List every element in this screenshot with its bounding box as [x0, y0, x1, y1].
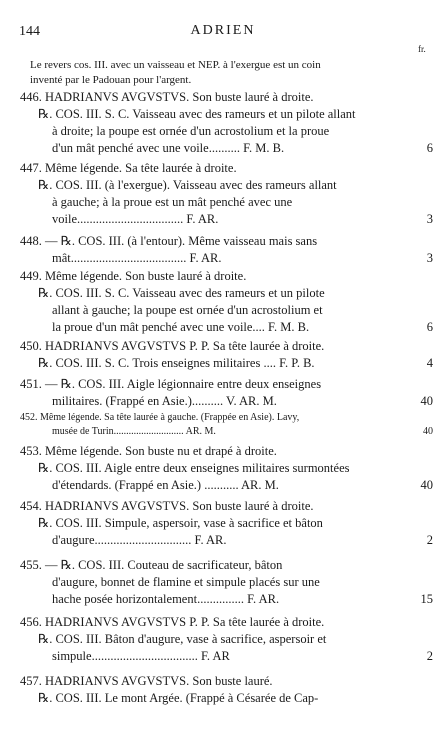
entry-line-last [20, 591, 433, 608]
entry-line: allant à gauche; la poupe est ornée d'un acrostolium et [52, 303, 323, 317]
entry-line-last [20, 648, 433, 665]
entry-line: 451. — ℞. COS. III. Aigle légionnaire entre deux enseignes [20, 377, 322, 391]
entry-value: 15 [420, 592, 433, 606]
entry-value: 40 [420, 478, 433, 492]
entry-line: d'étendards. (Frappé en Asie.) ........... AR. M. [52, 478, 279, 492]
entry-line: ℞. COS. III. Bâton d'augure, vase à sacrifice, aspersoir et [38, 632, 327, 646]
entry-line-last [20, 355, 433, 372]
entry-line: 452. Même légende. Sa tête laurée à gauche. (Frappée en Asie). Lavy, [20, 412, 300, 423]
entry-447 [20, 160, 433, 228]
entry-line: à droite; la poupe est ornée d'un acrostolium et la proue [52, 124, 330, 138]
entry-line: voile.................................. F. AR. [52, 212, 219, 226]
entry-line-last [20, 393, 433, 410]
entry-line: 454. HADRIANVS AVGVSTVS. Son buste lauré à droite. [20, 499, 314, 513]
entry-line: simpule.................................. F. AR [52, 649, 230, 663]
entry-450 [20, 338, 433, 372]
entry-line: 450. HADRIANVS AVGVSTVS P. P. Sa tête laurée à droite. [20, 339, 325, 353]
entry-line: musée de Turin............................ AR. M. [52, 426, 216, 437]
entry-value: 4 [426, 356, 433, 370]
page-number: 144 [19, 24, 40, 39]
entry-value: 2 [426, 533, 433, 547]
column-label: fr. [418, 44, 426, 54]
entry-line: 455. — ℞. COS. III. Couteau de sacrificateur, bâton [20, 558, 283, 572]
entry-line: la proue d'un mât penché avec une voile.... F. M. B. [52, 320, 310, 334]
entry-line: 448. — ℞. COS. III. (à l'entour). Même vaisseau mais sans [20, 234, 318, 248]
entry-line-last [20, 477, 433, 494]
entry-446 [20, 89, 433, 157]
entry-line: 446. HADRIANVS AVGVSTVS. Son buste lauré à droite. [20, 90, 314, 104]
entry-value: 40 [420, 394, 433, 408]
entry-line: 449. Même légende. Son buste lauré à droite. [20, 269, 247, 283]
entry-value: 6 [426, 320, 433, 334]
entry-454 [20, 498, 433, 549]
entry-line-last [20, 211, 433, 228]
entry-451 [20, 376, 433, 410]
entry-455 [20, 557, 433, 608]
entry-line: ℞. COS. III. Simpule, aspersoir, vase à sacrifice et bâton [38, 516, 323, 530]
entry-line: mât..................................... F. AR. [52, 251, 222, 265]
entry-452 [20, 411, 433, 439]
intro-note [20, 58, 420, 88]
entry-449 [20, 268, 433, 336]
page-title: ADRIEN [190, 23, 256, 38]
entry-456 [20, 614, 433, 665]
entry-line: ℞. COS. III. S. C. Vaisseau avec des rameurs et un pilote [38, 286, 325, 300]
intro-line: inventé par le Padouan pour l'argent. [30, 74, 192, 86]
entry-line-last [20, 140, 433, 157]
entry-line: d'augure............................... F. AR. [52, 533, 227, 547]
entry-line: 457. HADRIANVS AVGVSTVS. Son buste lauré. [20, 674, 273, 688]
entry-453 [20, 443, 433, 494]
entry-line: ℞. COS. III. S. C. Vaisseau avec des rameurs et un pilote allant [38, 107, 356, 121]
entry-line: ℞. COS. III. S. C. Trois enseignes militaires .... F. P. B. [38, 356, 315, 370]
entry-line: militaires. (Frappé en Asie.).......... V. AR. M. [52, 394, 277, 408]
entry-line: d'un mât penché avec une voile.......... F. M. B. [52, 141, 285, 155]
entry-line: 456. HADRIANVS AVGVSTVS P. P. Sa tête laurée à droite. [20, 615, 325, 629]
entry-value: 6 [426, 141, 433, 155]
entry-line: 447. Même légende. Sa tête laurée à droite. [20, 161, 237, 175]
entry-line: ℞. COS. III. (à l'exergue). Vaisseau avec des rameurs allant [38, 178, 337, 192]
entry-line-last [20, 425, 433, 439]
entry-457 [20, 673, 425, 707]
entry-value: 2 [426, 649, 433, 663]
entry-448 [20, 233, 433, 267]
entry-line: à gauche; à la proue est un mât penché avec une [52, 195, 293, 209]
entry-value: 3 [426, 212, 433, 226]
entry-line-last [20, 250, 433, 267]
entry-value: 3 [426, 251, 433, 265]
entry-line: d'augure, bonnet de flamine et simpule placés sur une [52, 575, 320, 589]
entry-line: ℞. COS. III. Le mont Argée. (Frappé à Césarée de Cap- [38, 691, 319, 705]
entry-line: ℞. COS. III. Aigle entre deux enseignes militaires surmontées [38, 461, 350, 475]
entry-value: 40 [423, 426, 433, 437]
intro-line: Le revers cos. III. avec un vaisseau et NEP. à l'exergue est un coin [30, 59, 321, 71]
entry-line-last [20, 319, 433, 336]
entry-line-last [20, 532, 433, 549]
entry-line: 453. Même légende. Son buste nu et drapé à droite. [20, 444, 277, 458]
entry-line: hache posée horizontalement............... F. AR. [52, 592, 280, 606]
